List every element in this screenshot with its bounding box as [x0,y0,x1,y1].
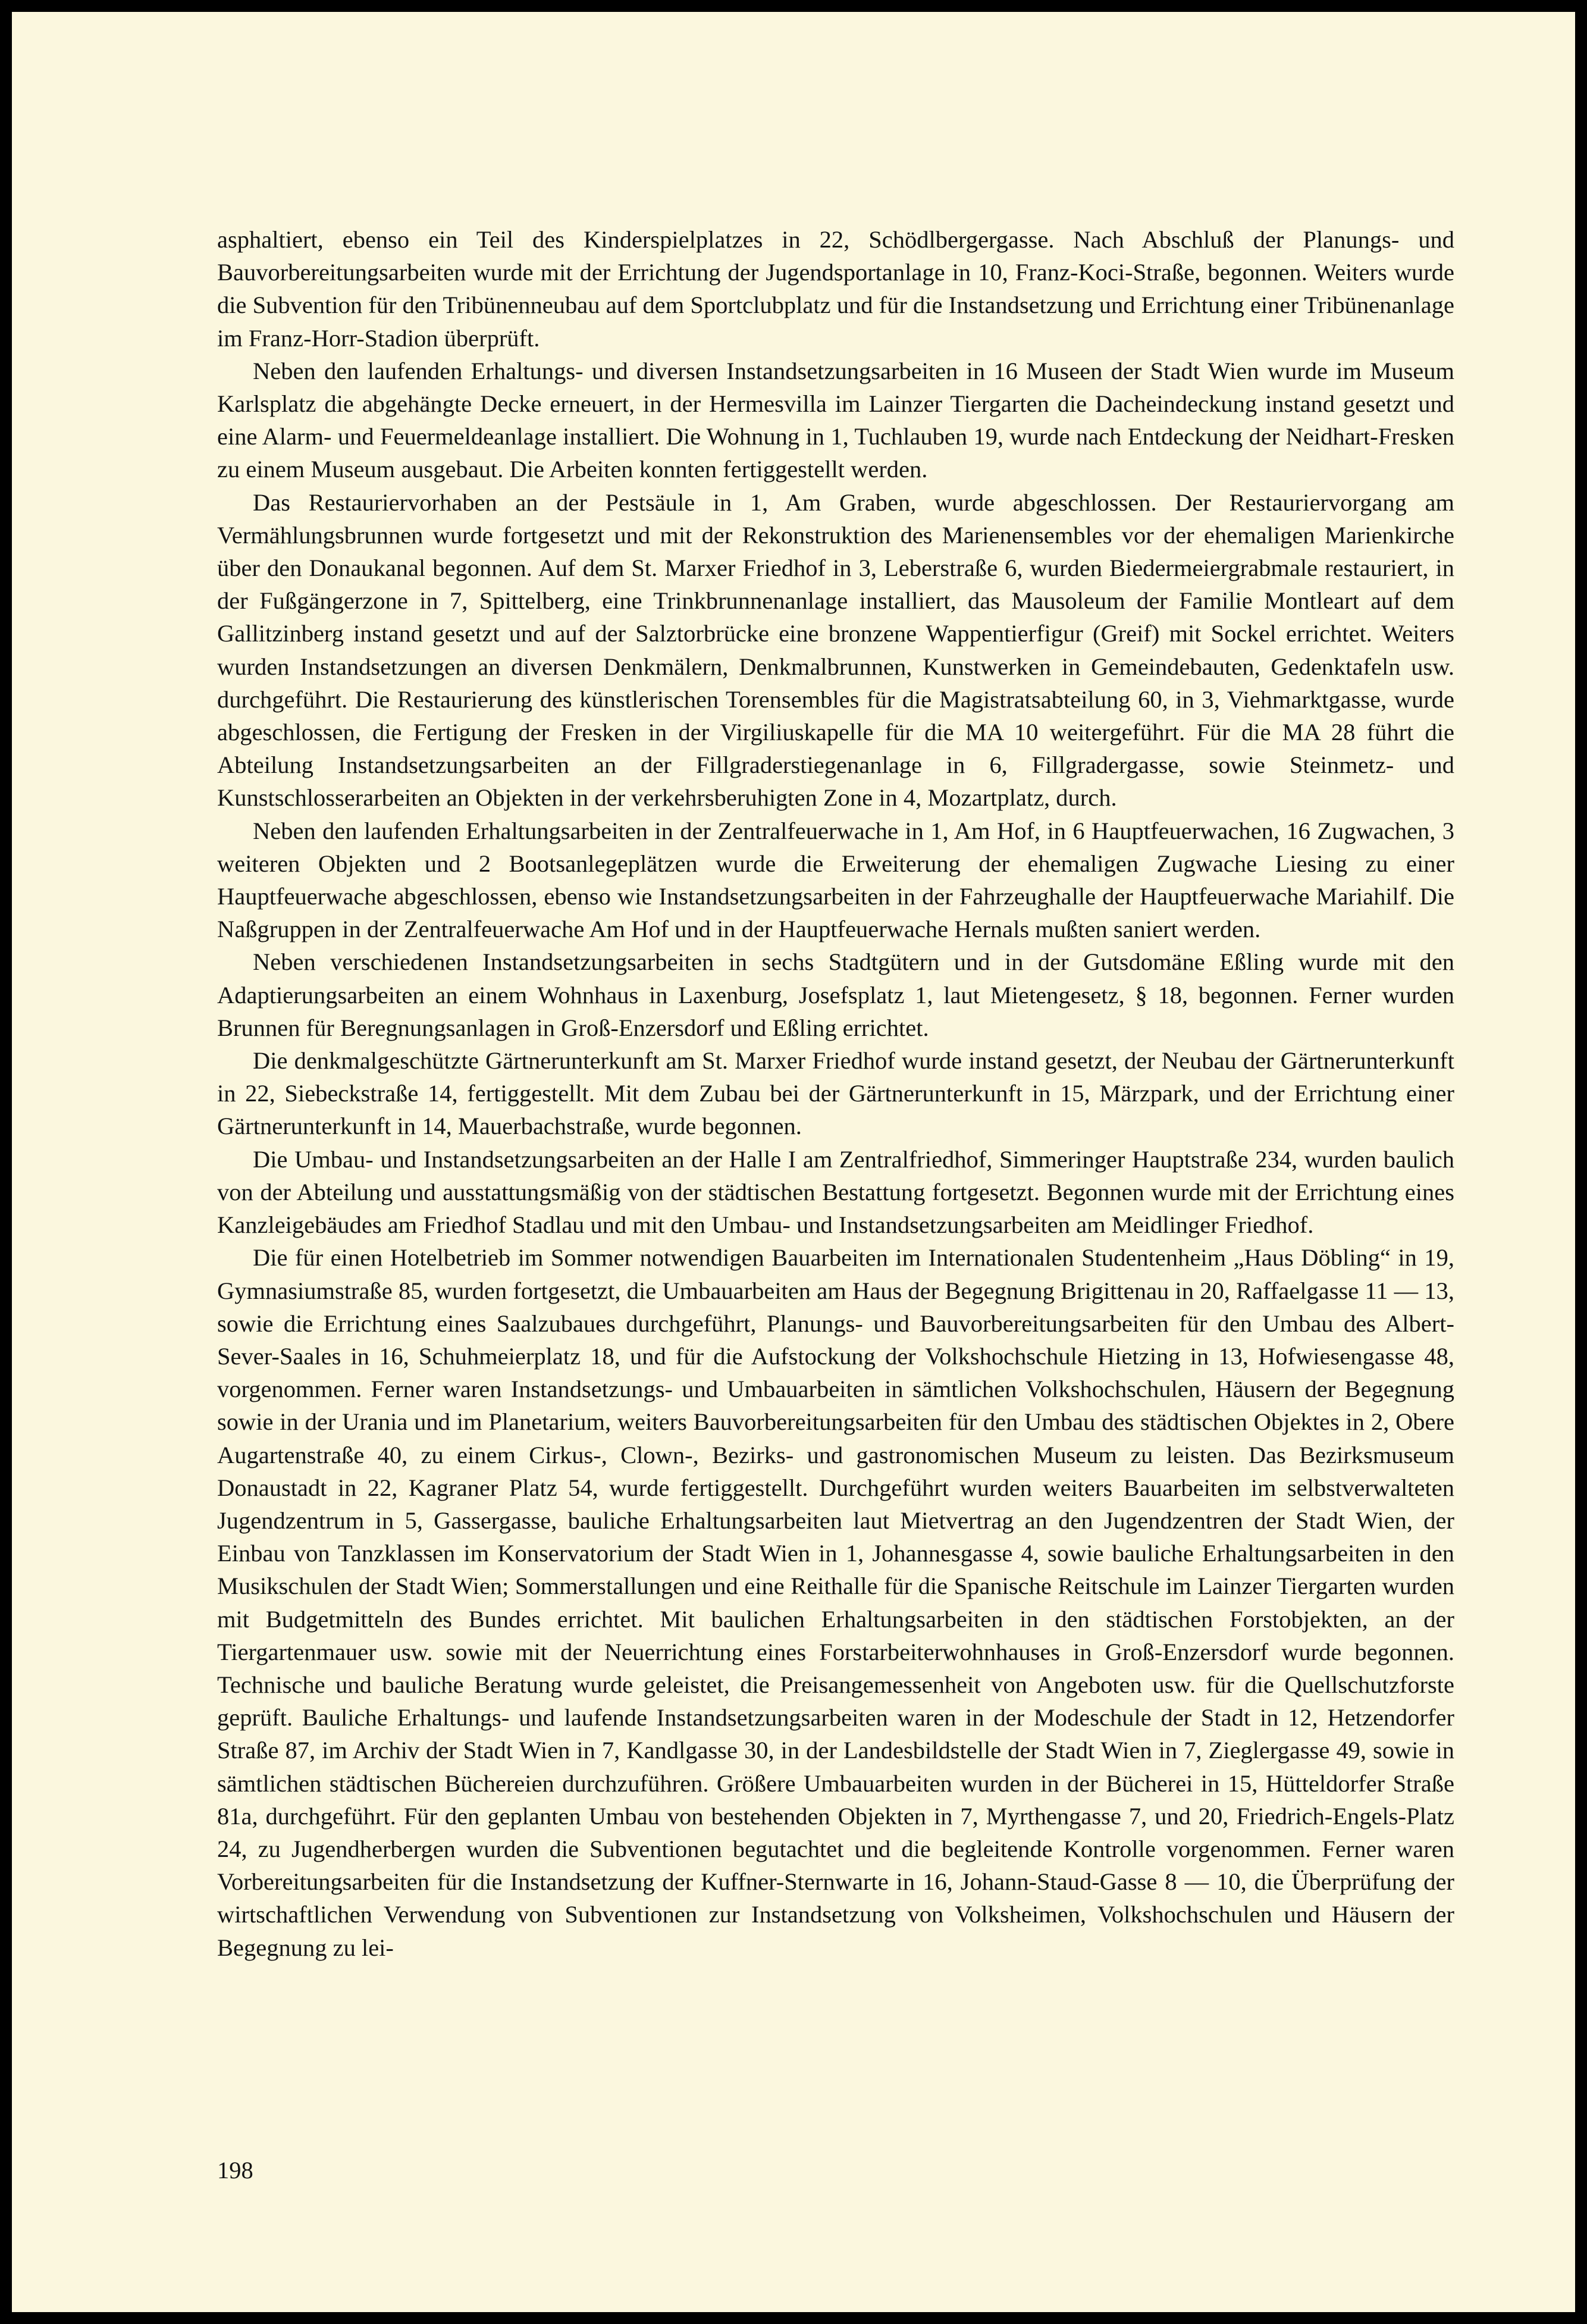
page [12,12,1575,2312]
page-number: 198 [217,2157,253,2184]
paragraph-4: Neben den laufenden Erhaltungsarbeiten in der Zentralfeuerwache in 1, Am Hof, in 6 Hauptfeuerwachen, 16 Zugwachen, 3 weiteren Objekten und 2 Bootsanlegeplätzen wurde die Erweiterung der ehemaligen Zugwache Liesing zu einer Hauptfeuerwache abgeschlossen, ebenso wie Instandsetzungsarbeiten in der Fahrzeughalle der Hauptfeuerwache Mariahilf. Die Naßgruppen in der Zentralfeuerwache Am Hof und in der Hauptfeuerwache Hernals mußten saniert werden. [217,817,1454,943]
paragraph-8: Die für einen Hotelbetrieb im Sommer notwendigen Bauarbeiten im Internationalen Studentenheim „Haus Döbling“ in 19, Gymnasiumstraße 85, wurden fortgesetzt, die Umbauarbeiten am Haus der Begegnung Brigittenau in 20, Raffaelgasse 11 — 13, sowie die Errichtung eines Saalzubaues durchgeführt, Planungs- und Bauvorbereitungsarbeiten für den Umbau des Albert-Sever-Saales in 16, Schuhmeierplatz 18, und für die Aufstockung der Volkshochschule Hietzing in 13, Hofwiesengasse 48, vorgenommen. Ferner waren Instandsetzungs- und Umbauarbeiten in sämtlichen Volkshochschulen, Häusern der Begegnung sowie in der Urania und im Planetarium, weiters Bauvorbereitungsarbeiten für den Umbau des städtischen Objektes in 2, Obere Augartenstraße 40, zu einem Cirkus-, Clown-, Bezirks- und gastronomischen Museum zu leisten. Das Bezirksmuseum Donaustadt in 22, Kagraner Platz 54, wurde fertiggestellt. Durchgeführt wurden weiters Bauarbeiten im selbstverwalteten Jugendzentrum in 5, Gassergasse, bauliche Erhaltungsarbeiten laut Mietvertrag an den Jugendzentren der Stadt Wien, der Einbau von Tanzklassen im Konservatorium der Stadt Wien in 1, Johannesgasse 4, sowie bauliche Erhaltungsarbeiten in den Musikschulen der Stadt Wien; Sommerstallungen und eine Reithalle für die Spanische Reitschule im Lainzer Tiergarten wurden mit Budgetmitteln des Bundes errichtet. Mit baulichen Erhaltungsarbeiten in den städtischen Forstobjekten, an der Tiergartenmauer usw. sowie mit der Neuerrichtung eines Forstarbeiterwohnhauses in Groß-Enzersdorf wurde begonnen. Technische und bauliche Beratung wurde geleistet, die Preisangemessenheit von Angeboten usw. für die Quellschutzforste geprüft. Bauliche Erhaltungs- und laufende Instandsetzungsarbeiten waren in der Modeschule der Stadt in 12, Hetzendorfer Straße 87, im Archiv der Stadt Wien in 7, Kandlgasse 30, in der Landesbildstelle der Stadt Wien in 7, Zieglergasse 49, sowie in sämtlichen städtischen Büchereien durchzuführen. Größere Umbauarbeiten wurden in der Bücherei in 15, Hütteldorfer Straße 81a, durchgeführt. Für den geplanten Umbau von bestehenden Objekten in 7, Myrthengasse 7, und 20, Friedrich-Engels-Platz 24, zu Jugendherbergen wurden die Subventionen begutachtet und die begleitende Kontrolle vorgenommen. Ferner waren Vorbereitungsarbeiten für die Instandsetzung der Kuffner-Sternwarte in 16, Johann-Staud-Gasse 8 — 10, die Überprüfung der wirtschaftlichen Verwendung von Subventionen zur Instandsetzung von Volksheimen, Volkshochschulen und Häusern der Begegnung zu lei- [217,1244,1454,1961]
paragraph-6: Die denkmalgeschützte Gärtnerunterkunft am St. Marxer Friedhof wurde instand gesetzt, der Neubau der Gärtnerunterkunft in 22, Siebeckstraße 14, fertiggestellt. Mit dem Zubau bei der Gärtnerunterkunft in 15, Märzpark, und der Errichtung einer Gärtnerunterkunft in 14, Mauerbachstraße, wurde begonnen. [217,1047,1454,1140]
paragraph-3: Das Restauriervorhaben an der Pestsäule in 1, Am Graben, wurde abgeschlossen. Der Restauriervorgang am Vermählungsbrunnen wurde fortgesetzt und mit der Rekonstruktion des Marienensembles vor der ehemaligen Marienkirche über den Donaukanal begonnen. Auf dem St. Marxer Friedhof in 3, Leberstraße 6, wurden Biedermeiergrabmale restauriert, in der Fußgängerzone in 7, Spittelberg, eine Trinkbrunnenanlage installiert, das Mausoleum der Familie Montleart auf dem Gallitzinberg instand gesetzt und auf der Salztorbrücke eine bronzene Wappentierfigur (Greif) mit Sockel errichtet. Weiters wurden Instandsetzungen an diversen Denkmälern, Denkmalbrunnen, Kunstwerken in Gemeindebauten, Gedenktafeln usw. durchgeführt. Die Restaurierung des künstlerischen Torensembles für die Magistratsabteilung 60, in 3, Viehmarktgasse, wurde abgeschlossen, die Fertigung der Fresken in der Virgiliuskapelle für die MA 10 weitergeführt. Für die MA 28 führt die Abteilung Instandsetzungsarbeiten an der Fillgraderstiegenanlage in 6, Fillgradergasse, sowie Steinmetz- und Kunstschlosserarbeiten an Objekten in der verkehrsberuhigten Zone in 4, Mozartplatz, durch. [217,488,1454,812]
paragraph-1: asphaltiert, ebenso ein Teil des Kinderspielplatzes in 22, Schödlbergergasse. Nach Abschluß der Planungs- und Bauvorbereitungsarbeiten wurde mit der Errichtung der Jugendsportanlage in 10, Franz-Koci-Straße, begonnen. Weiters wurde die Subvention für den Tribünenneubau auf dem Sportclubplatz und für die Instandsetzung und Errichtung einer Tribünenanlage im Franz-Horr-Stadion überprüft. [217,226,1454,352]
paragraph-5: Neben verschiedenen Instandsetzungsarbeiten in sechs Stadtgütern und in der Gutsdomäne Eßling wurde mit den Adaptierungsarbeiten an einem Wohnhaus in Laxenburg, Josefsplatz 1, laut Mietengesetz, § 18, begonnen. Ferner wurden Brunnen für Beregnungsanlagen in Groß-Enzersdorf und Eßling errichtet. [217,948,1454,1041]
paragraph-2: Neben den laufenden Erhaltungs- und diversen Instandsetzungsarbeiten in 16 Museen der Stadt Wien wurde im Museum Karlsplatz die abgehängte Decke erneuert, in der Hermesvilla im Lainzer Tiergarten die Dacheindeckung instand gesetzt und eine Alarm- und Feuermeldeanlage installiert. Die Wohnung in 1, Tuchlauben 19, wurde nach Entdeckung der Neidhart-Fresken zu einem Museum ausgebaut. Die Arbeiten konnten fertiggestellt werden. [217,357,1454,483]
body-text [217,223,1454,1964]
paragraph-7: Die Umbau- und Instandsetzungsarbeiten an der Halle I am Zentralfriedhof, Simmeringer Hauptstraße 234, wurden baulich von der Abteilung und ausstattungsmäßig von der städtischen Bestattung fortgesetzt. Begonnen wurde mit der Errichtung eines Kanzleigebäudes am Friedhof Stadlau und mit den Umbau- und Instandsetzungsarbeiten am Meidlinger Friedhof. [217,1145,1454,1239]
